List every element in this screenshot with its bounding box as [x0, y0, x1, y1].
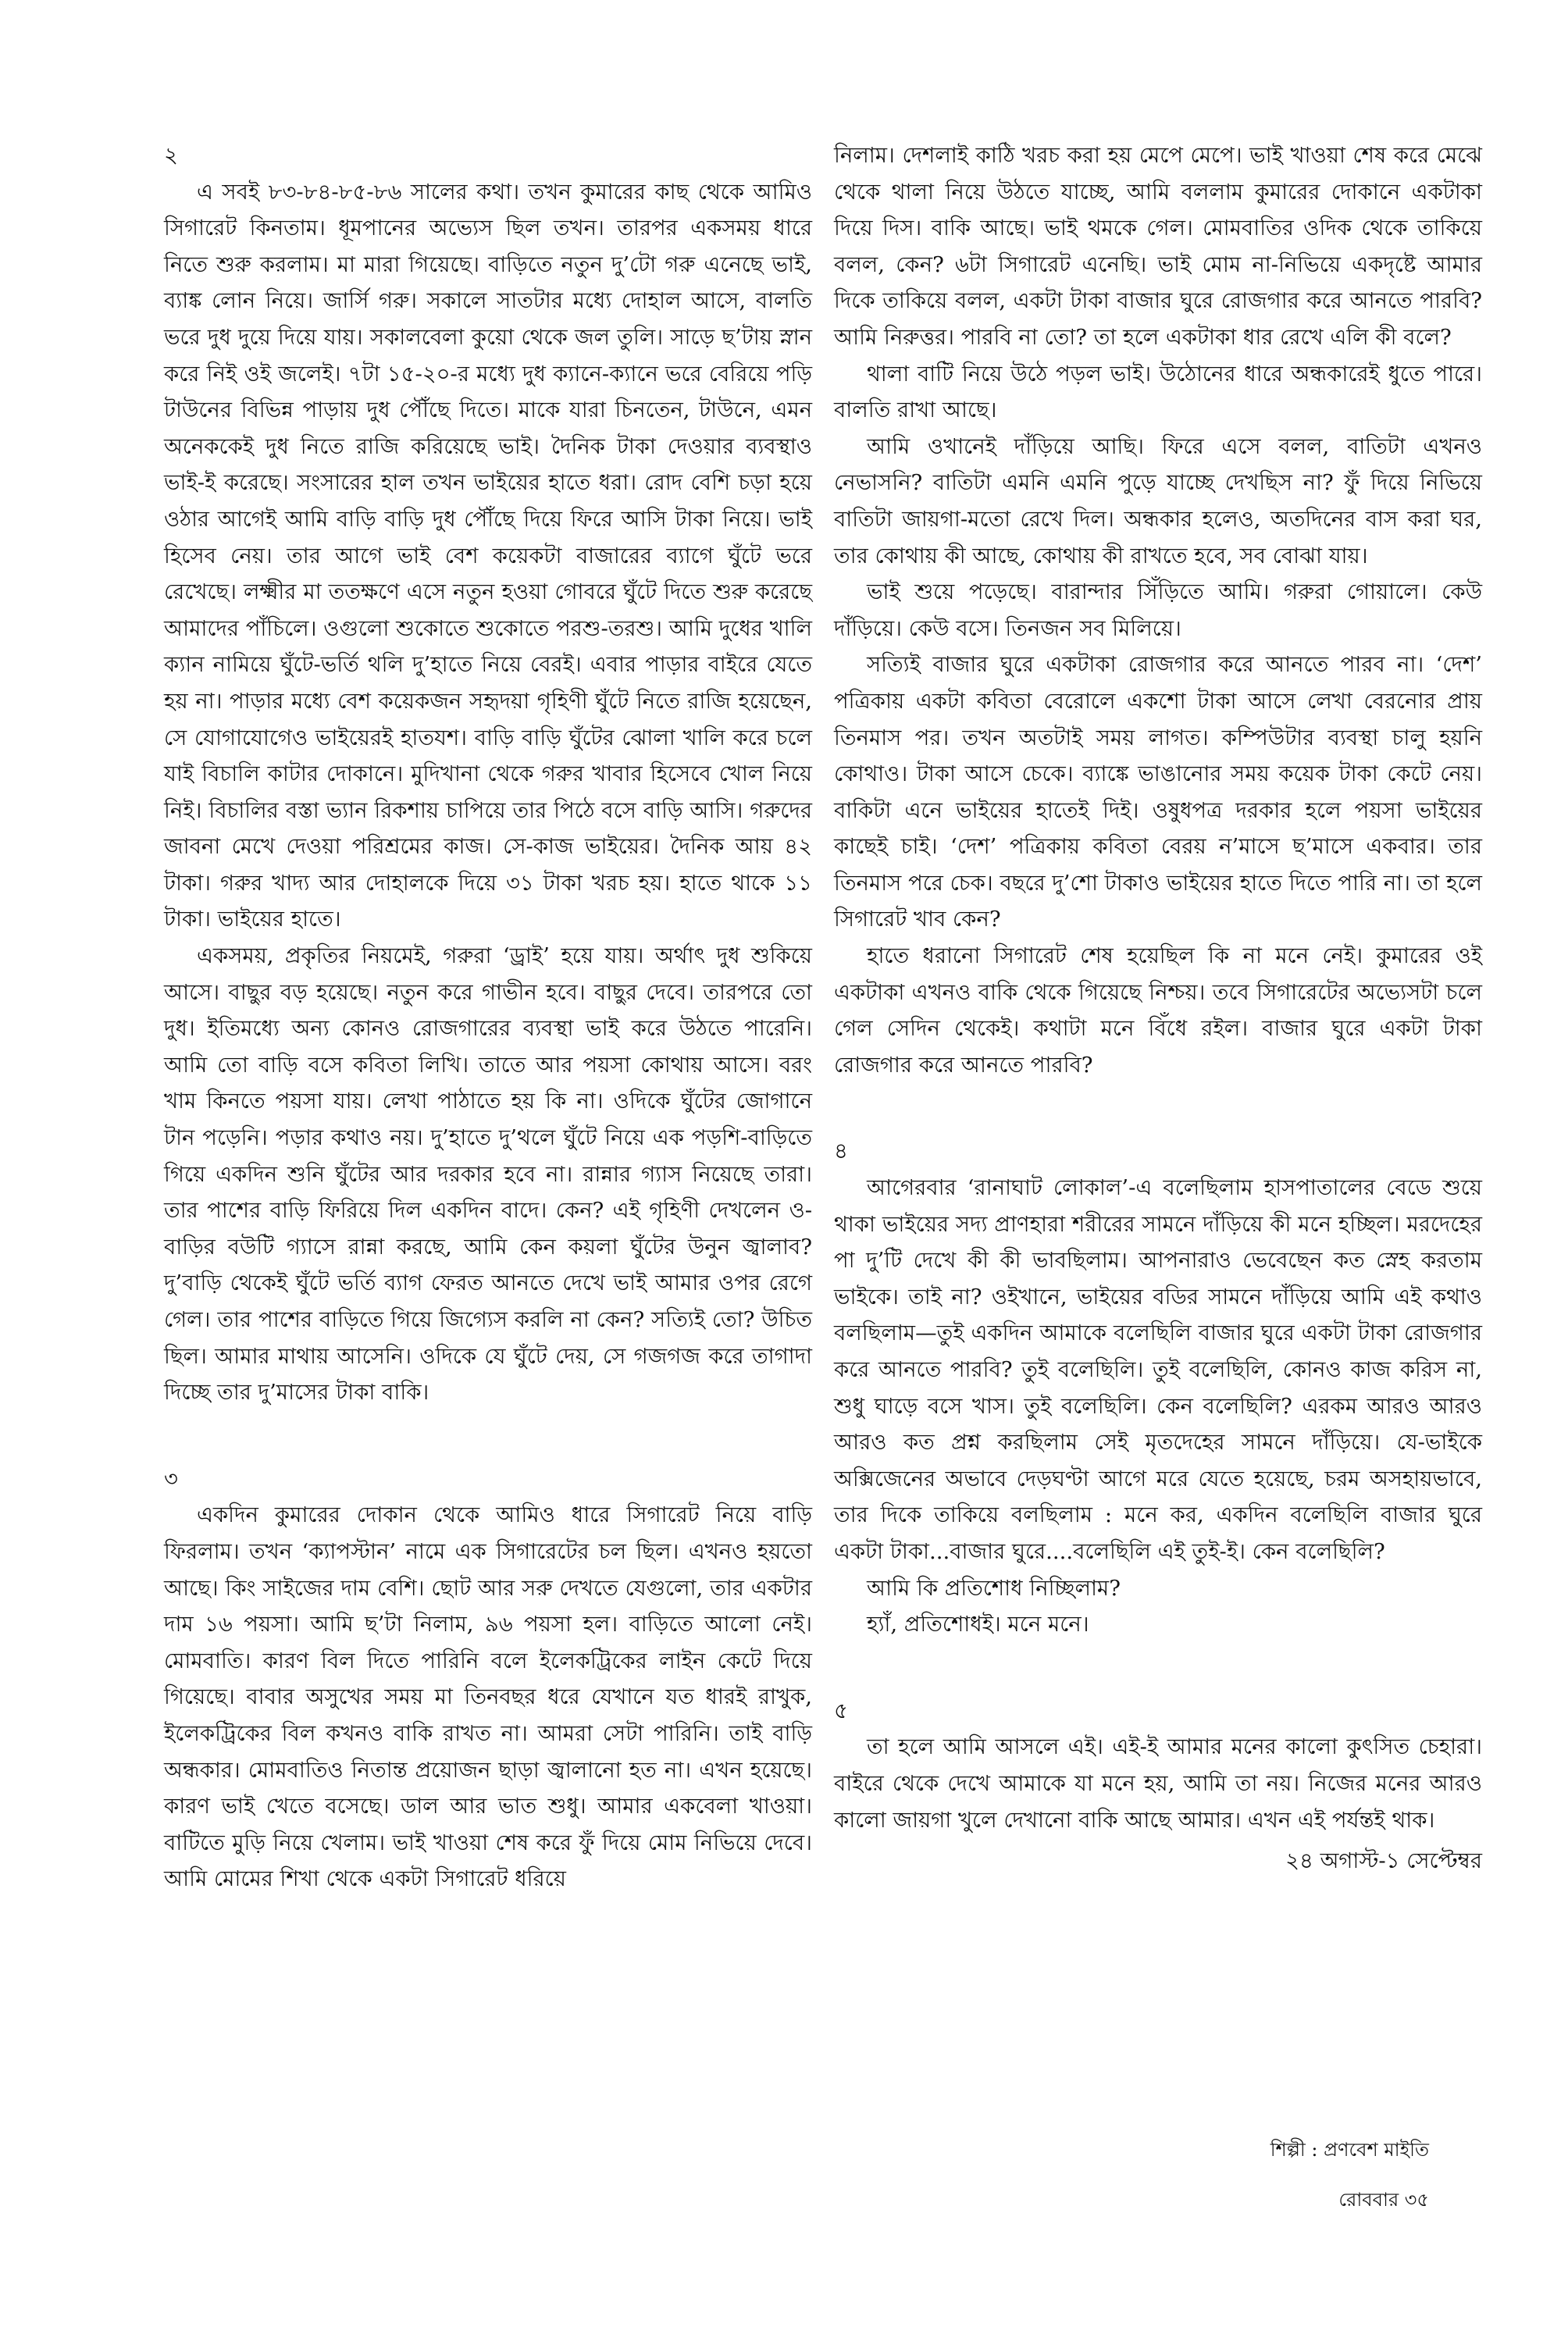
section3-continued-paragraph-5: সত্যিই বাজার ঘুরে একটাকা রোজগার করে আনতে পারব না। ‘দেশ’ পত্রিকায় একটা কবিতা বেরোলে একশো টাকা আসে লেখা বেরনোর প্রায় তিনমাস পর। তখন অতটাই সময় লাগত। কম্পিউটার ব্যবস্থা চালু হয়নি কোথাও। টাকা আসে চেকে। ব্যাঙ্কে ভাঙানোর সময় কয়েক টাকা কেটে নেয়। বাকিটা এনে ভাইয়ের হাতেই দিই। ওষুধপত্র দরকার হলে পয়সা ভাইয়ের কাছেই চাই। ‘দেশ’ পত্রিকায় কবিতা বেরয় ন’মাসে ছ’মাসে একবার। তার তিনমাস পরে চেক। বছরে দু’শো টাকাও ভাইয়ের হাতে দিতে পারি না। তা হলে সিগারেট খাব কেন?	[834, 652, 1482, 932]
left-column	[164, 137, 812, 1898]
section2-paragraph-2: একসময়, প্রকৃতির নিয়মেই, গরুরা ‘ড্রাই’ হয়ে যায়। অর্থাৎ দুধ শুকিয়ে আসে। বাছুর বড় হয়েছে। নতুন করে গাভীন হবে। বাছুর দেবে। তারপরে তো দুধ। ইতিমধ্যে অন্য কোনও রোজগারের ব্যবস্থা ভাই করে উঠতে পারেনি। আমি তো বাড়ি বসে কবিতা লিখি। তাতে আর পয়সা কোথায় আসে। বরং খাম কিনতে পয়সা যায়। লেখা পাঠাতে হয় কি না। ওদিকে ঘুঁটের জোগানে টান পড়েনি। পড়ার কথাও নয়। দু’হাতে দু’থলে ঘুঁটে নিয়ে এক পড়শি-বাড়িতে গিয়ে একদিন শুনি ঘুঁটের আর দরকার হবে না। রান্নার গ্যাস নিয়েছে তারা। তার পাশের বাড়ি ফিরিয়ে দিল একদিন বাদে। কেন? এই গৃহিণী দেখলেন ও-বাড়ির বউটি গ্যাসে রান্না করছে, আমি কেন কয়লা ঘুঁটের উনুন জ্বালাব? দু’বাড়ি থেকেই ঘুঁটে ভর্তি ব্যাগ ফেরত আনতে দেখে ভাই আমার ওপর রেগে গেল। তার পাশের বাড়িতে গিয়ে জিগ্যেস করলি না কেন? সত্যিই তো? উচিত ছিল। আমার মাথায় আসেনি। ওদিকে যে ঘুঁটে দেয়, সে গজগজ করে তাগাদা দিচ্ছে তার দু’মাসের টাকা বাকি।	[164, 943, 812, 1406]
section-gap	[834, 1083, 1482, 1133]
section3-paragraph-1: একদিন কুমারের দোকান থেকে আমিও ধারে সিগারেট নিয়ে বাড়ি ফিরলাম। তখন ‘ক্যাপস্টান’ নামে এক সিগারেটের চল ছিল। এখনও হয়তো আছে। কিং সাইজের দাম বেশি। ছোট আর সরু দেখতে যেগুলো, তার একটার দাম ১৬ পয়সা। আমি ছ’টা নিলাম, ৯৬ পয়সা হল। বাড়িতে আলো নেই। মোমবাতি। কারণ বিল দিতে পারিনি বলে ইলেকট্রিকের লাইন কেটে দিয়ে গিয়েছে। বাবার অসুখের সময় মা তিনবছর ধরে যেখানে যত ধারই রাখুক, ইলেকট্রিকের বিল কখনও বাকি রাখত না। আমরা সেটা পারিনি। তাই বাড়ি অন্ধকার। মোমবাতিও নিতান্ত প্রয়োজন ছাড়া জ্বালানো হত না। এখন হয়েছে। কারণ ভাই খেতে বসেছে। ডাল আর ভাত শুধু। আমার একবেলা খাওয়া। বাটিতে মুড়ি নিয়ে খেলাম। ভাই খাওয়া শেষ করে ফুঁ দিয়ে মোম নিভিয়ে দেবে। আমি মোমের শিখা থেকে একটা সিগারেট ধরিয়ে	[164, 1502, 812, 1892]
section3-continued-paragraph-3: আমি ওখানেই দাঁড়িয়ে আছি। ফিরে এসে বলল, বাতিটা এখনও নেভাসনি? বাতিটা এমনি এমনি পুড়ে যাচ্ছে দেখছিস না? ফুঁ দিয়ে নিভিয়ে বাতিটা জায়গা-মতো রেখে দিল। অন্ধকার হলেও, অতদিনের বাস করা ঘর, তার কোথায় কী আছে, কোথায় কী রাখতে হবে, সব বোঝা যায়।	[834, 433, 1482, 568]
right-column	[834, 137, 1482, 1880]
section-number-2: ২	[164, 143, 178, 168]
section4-paragraph-2: আমি কি প্রতিশোধ নিচ্ছিলাম?	[867, 1575, 1121, 1601]
section3-continued-paragraph-6: হাতে ধরানো সিগারেট শেষ হয়েছিল কি না মনে নেই। কুমারের ওই একটাকা এখনও বাকি থেকে গিয়েছে নিশ্চয়। তবে সিগারেটের অভ্যেসটা চলে গেল সেদিন থেকেই। কথাটা মনে বিঁধে রইল। বাজার ঘুরে একটা টাকা রোজগার করে আনতে পারবি?	[834, 943, 1482, 1078]
section-number-5: ৫	[834, 1698, 848, 1723]
section-gap	[834, 1643, 1482, 1693]
illustrator-credit: শিল্পী : প্রণবেশ মাইতি	[1270, 2139, 1429, 2161]
section-gap	[164, 1411, 812, 1461]
section-number-4: ৪	[834, 1139, 848, 1164]
page-footer: রোববার ৩৫	[1338, 2189, 1429, 2211]
section4-paragraph-1: আগেরবার ‘রানাঘাট লোকাল’-এ বলেছিলাম হাসপাতালের বেডে শুয়ে থাকা ভাইয়ের সদ্য প্রাণহারা শরীরের সামনে দাঁড়িয়ে কী মনে হচ্ছিল। মরদেহের পা দু’টি দেখে কী কী ভাবছিলাম। আপনারাও ভেবেছেন কত স্নেহ করতাম ভাইকে। তাই না? ওইখানে, ভাইয়ের বডির সামনে দাঁড়িয়ে আমি এই কথাও বলছিলাম—তুই একদিন আমাকে বলেছিলি বাজার ঘুরে একটা টাকা রোজগার করে আনতে পারবি? তুই বলেছিলি। তুই বলেছিলি, কোনও কাজ করিস না, শুধু ঘাড়ে বসে খাস। তুই বলেছিলি। কেন বলেছিলি? এরকম আরও আরও আরও কত প্রশ্ন করছিলাম সেই মৃতদেহের সামনে দাঁড়িয়ে। যে-ভাইকে অক্সিজেনের অভাবে দেড়ঘণ্টা আগে মরে যেতে হয়েছে, চরম অসহায়ভাবে, তার দিকে তাকিয়ে বলছিলাম : মনে কর, একদিন বলেছিলি বাজার ঘুরে একটা টাকা...বাজার ঘুরে....বলেছিলি এই তুই-ই। কেন বলেছিলি?	[834, 1175, 1482, 1564]
date-line: ২৪ অগাস্ট-১ সেপ্টেম্বর	[1285, 1848, 1482, 1874]
section3-continued-paragraph-2: থালা বাটি নিয়ে উঠে পড়ল ভাই। উঠোনের ধারে অন্ধকারেই ধুতে পারে। বালতি রাখা আছে।	[834, 361, 1482, 423]
section3-continued-paragraph-1: নিলাম। দেশলাই কাঠি খরচ করা হয় মেপে মেপে। ভাই খাওয়া শেষ করে মেঝে থেকে থালা নিয়ে উঠতে যাচ্ছে, আমি বললাম কুমারের দোকানে একটাকা দিয়ে দিস। বাকি আছে। ভাই থমকে গেল। মোমবাতির ওদিক থেকে তাকিয়ে বলল, কেন? ৬টা সিগারেট এনেছি। ভাই মোম না-নিভিয়ে একদৃষ্টে আমার দিকে তাকিয়ে বলল, একটা টাকা বাজার ঘুরে রোজগার করে আনতে পারবি? আমি নিরুত্তর। পারবি না তো? তা হলে একটাকা ধার রেখে এলি কী বলে?	[834, 143, 1482, 350]
section4-paragraph-3: হ্যাঁ, প্রতিশোধই। মনে মনে।	[867, 1612, 1089, 1637]
section3-continued-paragraph-4: ভাই শুয়ে পড়েছে। বারান্দার সিঁড়িতে আমি। গরুরা গোয়ালে। কেউ দাঁড়িয়ে। কেউ বসে। তিনজন সব মিলিয়ে।	[834, 579, 1482, 641]
section5-paragraph-1: তা হলে আমি আসলে এই। এই-ই আমার মনের কালো কুৎসিত চেহারা। বাইরে থেকে দেখে আমাকে যা মনে হয়, আমি তা নয়। নিজের মনের আরও কালো জায়গা খুলে দেখানো বাকি আছে আমার। এখন এই পর্যন্তই থাক।	[834, 1734, 1482, 1833]
section2-paragraph-1: এ সবই ৮৩-৮৪-৮৫-৮৬ সালের কথা। তখন কুমারের কাছ থেকে আমিও সিগারেট কিনতাম। ধূমপানের অভ্যেস ছিল তখন। তারপর একসময় ধারে নিতে শুরু করলাম। মা মারা গিয়েছে। বাড়িতে নতুন দু’টো গরু এনেছে ভাই, ব্যাঙ্ক লোন নিয়ে। জার্সি গরু। সকালে সাতটার মধ্যে দোহাল আসে, বালতি ভরে দুধ দুয়ে দিয়ে যায়। সকালবেলা কুয়ো থেকে জল তুলি। সাড়ে ছ’টায় স্নান করে নিই ওই জলেই। ৭টা ১৫-২০-র মধ্যে দুধ ক্যানে-ক্যানে ভরে বেরিয়ে পড়ি টাউনের বিভিন্ন পাড়ায় দুধ পৌঁছে দিতে। মাকে যারা চিনতেন, টাউনে, এমন অনেককেই দুধ নিতে রাজি করিয়েছে ভাই। দৈনিক টাকা দেওয়ার ব্যবস্থাও ভাই-ই করেছে। সংসারের হাল তখন ভাইয়ের হাতে ধরা। রোদ বেশি চড়া হয়ে ওঠার আগেই আমি বাড়ি বাড়ি দুধ পৌঁছে দিয়ে ফিরে আসি টাকা নিয়ে। ভাই হিসেব নেয়। তার আগে ভাই বেশ কয়েকটা বাজারের ব্যাগে ঘুঁটে ভরে রেখেছে। লক্ষ্মীর মা ততক্ষণে এসে নতুন হওয়া গোবরে ঘুঁটে দিতে শুরু করেছে আমাদের পাঁচিলে। ওগুলো শুকোতে শুকোতে পরশু-তরশু। আমি দুধের খালি ক্যান নামিয়ে ঘুঁটে-ভর্তি থলি দু’হাতে নিয়ে বেরই। এবার পাড়ার বাইরে যেতে হয় না। পাড়ার মধ্যে বেশ কয়েকজন সহৃদয়া গৃহিণী ঘুঁটে নিতে রাজি হয়েছেন, সে যোগাযোগেও ভাইয়েরই হাতযশ। বাড়ি বাড়ি ঘুঁটের ঝোলা খালি করে চলে যাই বিচালি কাটার দোকানে। মুদিখানা থেকে গরুর খাবার হিসেবে খোল নিয়ে নিই। বিচালির বস্তা ভ্যান রিকশায় চাপিয়ে তার পিঠে বসে বাড়ি আসি। গরুদের জাবনা মেখে দেওয়া পরিশ্রমের কাজ। সে-কাজ ভাইয়ের। দৈনিক আয় ৪২ টাকা। গরুর খাদ্য আর দোহালকে দিয়ে ৩১ টাকা খরচ হয়। হাতে থাকে ১১ টাকা। ভাইয়ের হাতে।	[164, 179, 812, 932]
section-number-3: ৩	[164, 1466, 178, 1491]
